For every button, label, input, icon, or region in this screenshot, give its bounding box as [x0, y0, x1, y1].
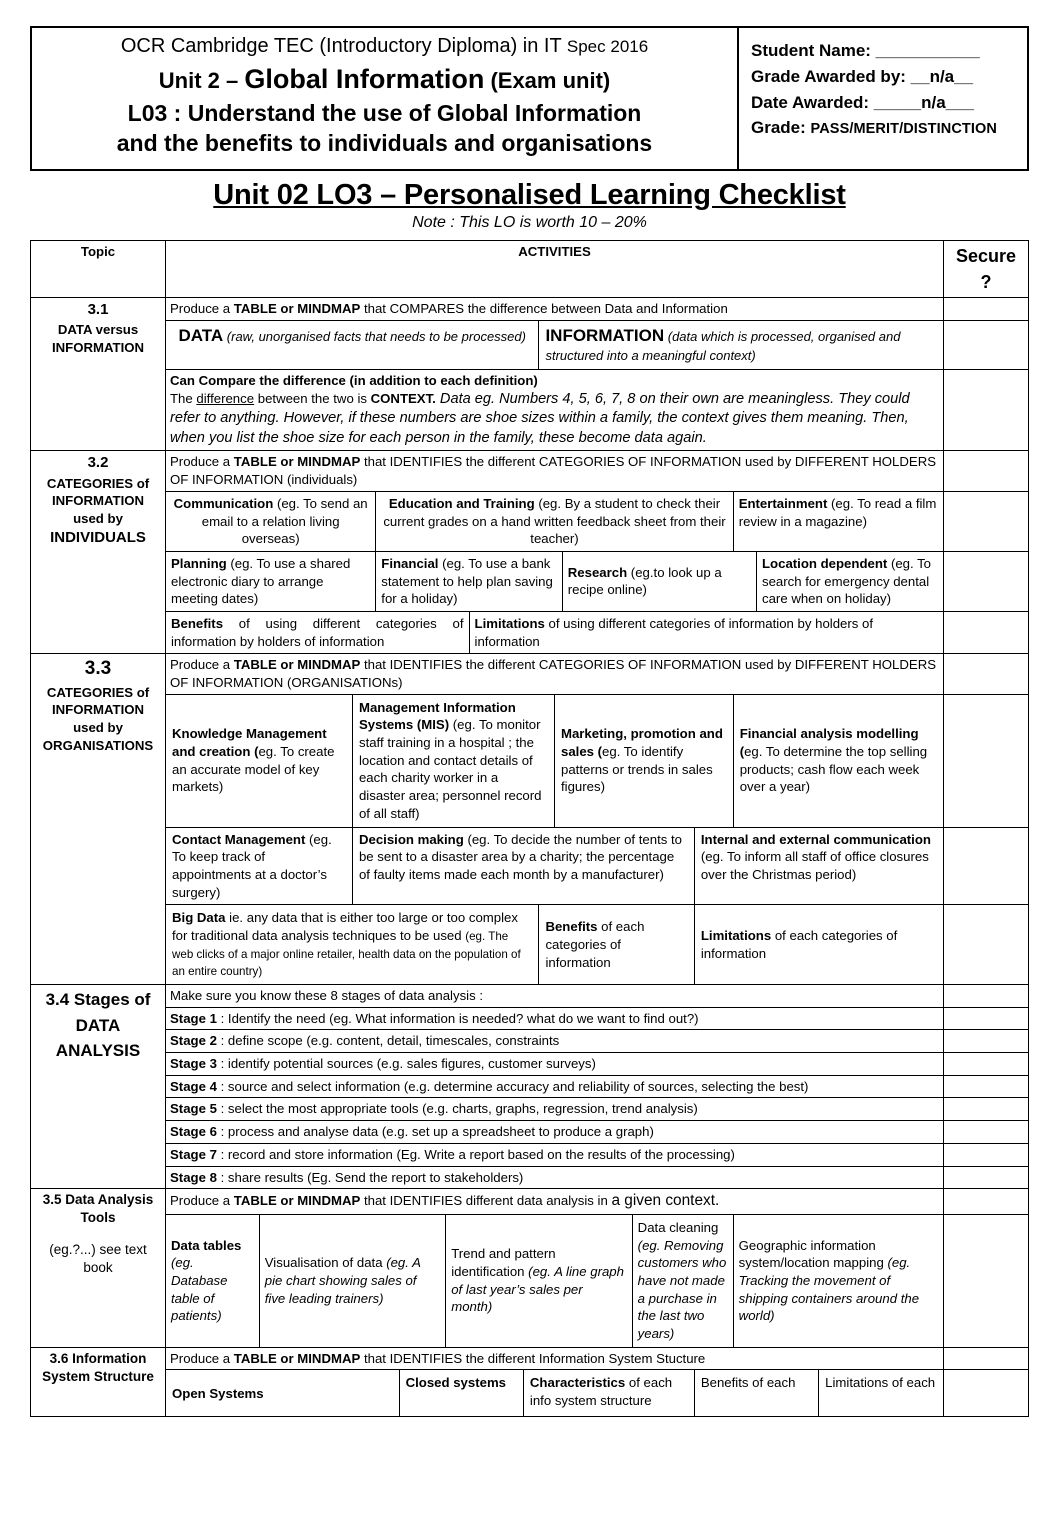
topic-label-3-5-c: (eg.?...) see text	[49, 1242, 147, 1258]
stage-row-4	[166, 1075, 944, 1098]
topic-label-3-2-b: INFORMATION	[51, 493, 145, 509]
system-name: Limitations of	[825, 1375, 903, 1391]
stage-row-1	[166, 1007, 944, 1030]
category-name: Communication	[173, 495, 274, 511]
category-card	[166, 552, 376, 611]
spec-text: OCR Cambridge TEC (Introductory Diploma) in IT	[120, 35, 562, 57]
produce-pre: Produce a	[170, 301, 234, 316]
secure-checkbox-cell[interactable]	[944, 1075, 1029, 1098]
system-name: Closed systems	[405, 1375, 507, 1391]
system-text: each	[763, 1375, 796, 1391]
stage-label: Stage 7	[170, 1146, 217, 1162]
produce-bold: TABLE or MINDMAP	[233, 301, 361, 316]
system-text: of each info system structure	[529, 1375, 673, 1409]
produce-bold: TABLE or MINDMAP	[233, 657, 361, 673]
secure-checkbox-cell[interactable]	[944, 1030, 1029, 1053]
stage-text: : share results (Eg. Send the report to stakeholders)	[216, 1169, 524, 1185]
stage-text: : Identify the need (eg. What information is needed? what do we want to find out?)	[216, 1010, 699, 1026]
topic-label-3-1-a: DATA versus	[57, 322, 139, 338]
secure-checkbox-cell[interactable]	[944, 320, 1029, 369]
table-row	[31, 1053, 1029, 1076]
tool-name: Data cleaning	[637, 1219, 719, 1235]
spec-year: Spec 2016	[566, 37, 649, 56]
topic-label-3-4-a: 3.4 Stages of	[45, 990, 151, 1010]
category-card	[376, 552, 562, 611]
table-row	[31, 1075, 1029, 1098]
topic-label-3-3-a: CATEGORIES of	[46, 684, 150, 700]
topic-label-3-3-b: INFORMATION	[51, 702, 145, 718]
system-name: Characteristics	[529, 1375, 626, 1391]
tool-card	[166, 1215, 259, 1347]
secure-checkbox-cell[interactable]	[944, 1007, 1029, 1030]
limitations-label: Limitations	[474, 615, 545, 631]
compare-difference-word: difference	[196, 390, 255, 406]
stage-label: Stage 1	[170, 1010, 217, 1026]
stage-label: Stage 3	[170, 1056, 217, 1072]
table-row	[31, 654, 1029, 694]
topic-cell-3-3	[31, 654, 166, 985]
table-row	[31, 370, 1029, 451]
category-card	[694, 828, 943, 905]
header-title-block	[32, 28, 737, 169]
header-activities: ACTIVITIES	[166, 240, 944, 297]
tool-example: (eg. A line graph of last year’s sales per month)	[451, 1264, 624, 1315]
stage-text: : select the most appropriate tools (e.g. charts, graphs, regression, trend analysis)	[216, 1101, 698, 1117]
category-example: (eg. To use a shared electronic diary to arrange meeting dates)	[171, 555, 351, 607]
analysis-tools-row	[166, 1214, 944, 1347]
produce-post: that COMPARES the difference between Data and Information	[360, 301, 728, 316]
topic-label-3-2-c: used by	[73, 510, 123, 526]
secure-checkbox-cell[interactable]	[944, 1189, 1029, 1215]
big-data-example: (eg. The web clicks of a major online retailer, health data on the population of an entire country)	[172, 929, 521, 979]
stage-label: Stage 6	[170, 1124, 217, 1140]
category-name: Management Information Systems (MIS)	[358, 699, 516, 733]
grade-label: Grade:	[751, 118, 811, 138]
category-example: eg. To determine the top selling products; cash flow each week over a year)	[739, 743, 928, 795]
table-row	[31, 1189, 1029, 1215]
secure-checkbox-cell[interactable]	[944, 694, 1029, 827]
information-term: INFORMATION	[545, 325, 665, 345]
table-header-row	[31, 240, 1029, 297]
produce-bold: TABLE or MINDMAP	[233, 1193, 361, 1209]
table-row	[31, 905, 1029, 985]
tool-card	[259, 1215, 445, 1347]
tool-example: (eg. Database table of patients)	[171, 1255, 228, 1324]
category-name: Marketing, promotion and sales (	[560, 726, 723, 759]
table-row	[31, 320, 1029, 369]
tool-name: Data tables	[171, 1237, 242, 1253]
unit-line	[38, 62, 731, 97]
category-card	[376, 492, 733, 551]
topic-cell-3-4	[31, 985, 166, 1189]
category-example: (eg. To read a film review in a magazine)	[738, 495, 937, 529]
system-name: Open Systems	[172, 1385, 264, 1401]
system-name: Benefits of	[700, 1375, 764, 1391]
category-name: Financial analysis modelling (	[739, 726, 919, 759]
secure-checkbox-cell[interactable]	[944, 491, 1029, 551]
system-text: each	[902, 1375, 936, 1391]
lo-line-1: L03 : Understand the use of Global Information	[127, 100, 642, 127]
table-row	[31, 551, 1029, 611]
table-row	[31, 1030, 1029, 1053]
stage-text: : source and select information (e.g. determine accuracy and reliability of sources, selecting the best)	[216, 1078, 809, 1094]
topic-label-3-6-a: 3.6 Information	[49, 1350, 147, 1366]
tool-name: Geographic information system/location mapping	[738, 1237, 884, 1271]
table-row	[31, 827, 1029, 905]
data-definition: (raw, unorganised facts that needs to be processed)	[223, 328, 526, 344]
category-card	[733, 695, 943, 827]
stages-intro: Make sure you know these 8 stages of data analysis :	[166, 985, 944, 1008]
category-name: Entertainment	[738, 495, 828, 511]
limitations-cell	[694, 905, 943, 984]
limitations-cell	[469, 612, 943, 653]
table-row	[31, 1098, 1029, 1121]
secure-checkbox-cell[interactable]	[944, 1214, 1029, 1347]
lo-line-2: and the benefits to individuals and organisations	[116, 130, 653, 157]
stage-label: Stage 5	[170, 1101, 217, 1117]
stage-row-6	[166, 1121, 944, 1144]
category-name: Planning	[171, 555, 227, 571]
produce-instruction-3-2	[166, 451, 944, 491]
big-data-label: Big Data	[172, 910, 226, 926]
category-example: (eg. To inform all staff of office closures over the Christmas period)	[700, 849, 929, 882]
topic-cell-3-6	[31, 1347, 166, 1417]
table-row	[31, 1007, 1029, 1030]
grade-values: PASS/MERIT/DISTINCTION	[810, 121, 997, 138]
grade-field[interactable]	[751, 115, 1019, 141]
table-row	[31, 451, 1029, 491]
category-card	[757, 552, 944, 611]
topic-number-3-1: 3.1	[87, 301, 109, 318]
produce-instruction-3-3	[166, 654, 944, 694]
benefits-text: of using different categories of information by holders of information	[171, 615, 464, 649]
category-card	[166, 492, 376, 551]
big-data-text: ie. any data that is either too large or too complex for traditional data analysis techniques to be used	[172, 910, 518, 943]
category-card	[562, 552, 756, 611]
category-name: Contact Management	[172, 831, 306, 847]
org-categories-row-1	[166, 694, 944, 827]
benefits-cell	[539, 905, 694, 984]
produce-bold: TABLE or MINDMAP	[233, 454, 361, 470]
compare-text-a: The	[170, 390, 197, 406]
limitations-text: of using different categories of information by holders of information	[474, 615, 874, 649]
category-example: (eg.to look up a recipe online)	[567, 564, 722, 598]
secure-checkbox-cell[interactable]	[944, 1370, 1029, 1417]
information-definition-cell	[539, 321, 943, 369]
system-card	[694, 1370, 818, 1416]
header-secure	[944, 240, 1029, 297]
category-card	[166, 695, 352, 827]
produce-post: that IDENTIFIES the different CATEGORIES OF INFORMATION used by DIFFERENT HOLDERS OF INFORMATION (ORGANISATIONs)	[170, 657, 937, 691]
category-name: Education and Training	[388, 495, 535, 511]
table-row	[31, 1166, 1029, 1189]
system-card	[819, 1370, 943, 1416]
secure-checkbox-cell[interactable]	[944, 1143, 1029, 1166]
category-name: Research	[567, 564, 628, 580]
tool-example: (eg. A pie chart showing sales of five leading trainers)	[264, 1255, 421, 1306]
produce-pre: Produce a	[170, 657, 234, 673]
tool-example: (eg. Removing customers who have not made a purchase in the last two years)	[637, 1237, 727, 1341]
unit-prefix: Unit 2 –	[158, 68, 245, 93]
topic-label-3-2-a: CATEGORIES of	[46, 475, 150, 491]
topic-cell-3-2	[31, 451, 166, 654]
stage-label: Stage 8	[170, 1169, 217, 1185]
topic-label-3-1-b: INFORMATION	[51, 339, 145, 355]
secure-checkbox-cell[interactable]	[944, 985, 1029, 1008]
secure-checkbox-cell[interactable]	[944, 451, 1029, 491]
stage-label: Stage 2	[170, 1033, 217, 1049]
benefits-label: Benefits	[545, 919, 598, 935]
student-details-block	[737, 28, 1027, 169]
topic-label-3-6-b: System Structure	[42, 1368, 154, 1384]
secure-checkbox-cell[interactable]	[944, 827, 1029, 905]
date-awarded-field[interactable]: Date Awarded: _____n/a___	[751, 92, 975, 112]
produce-post2: a given context.	[611, 1192, 720, 1210]
category-name: Knowledge Management and creation (	[172, 726, 327, 759]
topic-label-3-3-d: ORGANISATIONS	[42, 737, 154, 753]
secure-checkbox-cell[interactable]	[944, 1098, 1029, 1121]
produce-pre: Produce a	[170, 1350, 234, 1366]
unit-title: Global Information	[244, 64, 485, 94]
compare-heading: Can Compare the difference (in addition to each definition)	[170, 373, 538, 389]
stage-row-3	[166, 1053, 944, 1076]
category-example: (eg. To search for emergency dental care when on holiday)	[762, 555, 932, 607]
category-name: Decision making	[358, 831, 464, 847]
compare-difference-cell	[166, 370, 944, 451]
table-row	[31, 491, 1029, 551]
stage-text: : identify potential sources (e.g. sales figures, customer surveys)	[216, 1056, 596, 1072]
table-row	[31, 1121, 1029, 1144]
individual-categories-row-2	[166, 551, 944, 611]
header-topic: Topic	[31, 240, 166, 297]
header-box	[30, 26, 1029, 171]
category-example: eg. To create an accurate model of key markets)	[172, 743, 335, 795]
compare-text-b: between the two is	[254, 390, 371, 406]
category-name: Internal and external communication	[700, 831, 931, 847]
table-body	[31, 298, 1029, 1417]
tool-name: Trend and pattern identification	[451, 1246, 556, 1280]
table-row	[31, 1370, 1029, 1417]
produce-pre: Produce a	[170, 1193, 234, 1209]
topic-label-3-5-b: Tools	[80, 1210, 116, 1226]
table-row	[31, 1214, 1029, 1347]
produce-post: that IDENTIFIES the different CATEGORIES OF INFORMATION used by DIFFERENT HOLDERS OF INFORMATION (individuals)	[170, 454, 937, 488]
stage-row-2	[166, 1030, 944, 1053]
topic-label-3-3-c: used by	[73, 720, 123, 736]
category-example: (eg. To keep track of appointments at a doctor’s surgery)	[172, 831, 332, 900]
compare-context-word: CONTEXT.	[370, 390, 436, 406]
tool-name: Visualisation of data	[264, 1255, 383, 1271]
secure-checkbox-cell[interactable]	[944, 1166, 1029, 1189]
table-row	[31, 694, 1029, 827]
data-term: DATA	[178, 325, 224, 345]
student-name-field[interactable]: Student Name: ___________	[751, 41, 980, 60]
secure-checkbox-cell[interactable]	[944, 611, 1029, 653]
compare-example: Data eg. Numbers 4, 5, 6, 7, 8 on their own are meaningless. They could refer to anything. However, if these numbers are shoe sizes within a family, the context gives them meaning. Then, when you list the shoe size for each person in the family, these become data again.	[170, 390, 910, 446]
topic-label-3-4-c: ANALYSIS	[55, 1041, 141, 1061]
category-example: (eg. By a student to check their current grades on a hand written feedback sheet from their teacher)	[383, 495, 726, 547]
category-example: (eg. To monitor staff training in a hospital ; the location and contact details of each charity worker in a disaster area; personnel record of all staff)	[358, 717, 542, 821]
system-card	[523, 1370, 694, 1416]
category-example: (eg. To use a bank statement to help plan saving for a holiday)	[381, 555, 553, 607]
tool-card	[632, 1215, 733, 1347]
table-row	[31, 985, 1029, 1008]
category-card	[166, 828, 352, 905]
definitions-row-3-1	[166, 320, 944, 369]
org-categories-row-2	[166, 827, 944, 905]
bigdata-row	[166, 905, 944, 985]
checklist-table	[30, 240, 1029, 1418]
produce-instruction-3-1	[166, 298, 944, 321]
category-example: (eg. To decide the number of tents to be sent to a disaster area by a charity; the percentage of faulty items made each month by a manufacturer)	[358, 831, 682, 882]
category-name: Location dependent	[762, 555, 888, 571]
topic-number-3-3: 3.3	[84, 658, 112, 680]
topic-label-3-2-d: INDIVIDUALS	[50, 528, 146, 546]
stage-label: Stage 4	[170, 1078, 217, 1094]
stage-text: : record and store information (Eg. Write a report based on the results of the processing)	[216, 1146, 735, 1162]
secure-checkbox-cell[interactable]	[944, 1347, 1029, 1370]
category-card	[352, 828, 694, 905]
benefits-limitations-row-3-2	[166, 611, 944, 653]
topic-label-3-4-b: DATA	[75, 1015, 121, 1035]
header-secure-word: Secure	[955, 245, 1017, 266]
secure-checkbox-cell[interactable]	[944, 654, 1029, 694]
benefits-cell	[166, 612, 469, 653]
big-data-cell	[166, 905, 539, 984]
benefits-label: Benefits	[171, 615, 224, 631]
produce-instruction-3-6	[166, 1347, 944, 1370]
system-structure-row	[166, 1370, 944, 1417]
secure-checkbox-cell[interactable]	[944, 1053, 1029, 1076]
tool-card	[446, 1215, 632, 1347]
produce-post: that IDENTIFIES different data analysis in	[360, 1193, 612, 1209]
document-page	[0, 26, 1059, 1523]
system-card	[399, 1370, 523, 1416]
topic-cell-3-5	[31, 1189, 166, 1347]
stage-text: : define scope (e.g. content, detail, timescales, constraints	[216, 1033, 560, 1049]
topic-cell-3-1	[31, 298, 166, 451]
category-example: (eg. To send an email to a relation living overseas)	[201, 495, 368, 547]
page-title: Unit 02 LO3 – Personalised Learning Checklist	[213, 178, 846, 211]
stage-row-8	[166, 1166, 944, 1189]
topic-label-3-5-d: book	[83, 1260, 113, 1276]
category-card	[733, 492, 943, 551]
unit-suffix: (Exam unit)	[484, 68, 611, 93]
information-definition: (data which is processed, organised and structured into a meaningful context)	[545, 328, 901, 364]
stage-text: : process and analyse data (e.g. set up a spreadsheet to produce a graph)	[216, 1124, 654, 1140]
data-definition-cell	[166, 321, 539, 369]
produce-post: that IDENTIFIES the different Information System Stucture	[360, 1350, 706, 1366]
table-head	[31, 240, 1029, 297]
topic-number-3-2: 3.2	[87, 454, 109, 472]
topic-label-3-5-a: 3.5 Data Analysis	[42, 1192, 154, 1208]
secure-checkbox-cell[interactable]	[944, 551, 1029, 611]
produce-pre: Produce a	[170, 454, 234, 470]
table-row	[31, 611, 1029, 653]
category-name: Financial	[381, 555, 439, 571]
produce-bold: TABLE or MINDMAP	[233, 1350, 361, 1366]
individual-categories-row-1	[166, 491, 944, 551]
benefits-text: of each categories of information	[545, 919, 645, 970]
spec-line	[38, 34, 731, 59]
limitations-text: of each categories of information	[700, 927, 898, 961]
grade-awarded-by-field[interactable]: Grade Awarded by: __n/a__	[751, 66, 974, 86]
table-row	[31, 1347, 1029, 1370]
table-row	[31, 298, 1029, 321]
secure-checkbox-cell[interactable]	[944, 298, 1029, 321]
tool-card	[733, 1215, 943, 1347]
category-example: eg. To identify patterns or trends in sales figures)	[560, 743, 713, 795]
table-row	[31, 1143, 1029, 1166]
produce-instruction-3-5	[166, 1189, 944, 1215]
stage-row-7	[166, 1143, 944, 1166]
compare-body	[170, 390, 939, 449]
header-secure-mark: ?	[980, 271, 992, 292]
category-card	[352, 695, 554, 827]
secure-checkbox-cell[interactable]	[944, 1121, 1029, 1144]
tool-example: (eg. Tracking the movement of shipping containers around the world)	[738, 1255, 920, 1324]
category-card	[554, 695, 733, 827]
limitations-label: Limitations	[700, 927, 772, 943]
page-note: Note : This LO is worth 10 – 20%	[412, 213, 647, 231]
secure-checkbox-cell[interactable]	[944, 370, 1029, 451]
secure-checkbox-cell[interactable]	[944, 905, 1029, 985]
system-card	[166, 1370, 399, 1416]
stage-row-5	[166, 1098, 944, 1121]
